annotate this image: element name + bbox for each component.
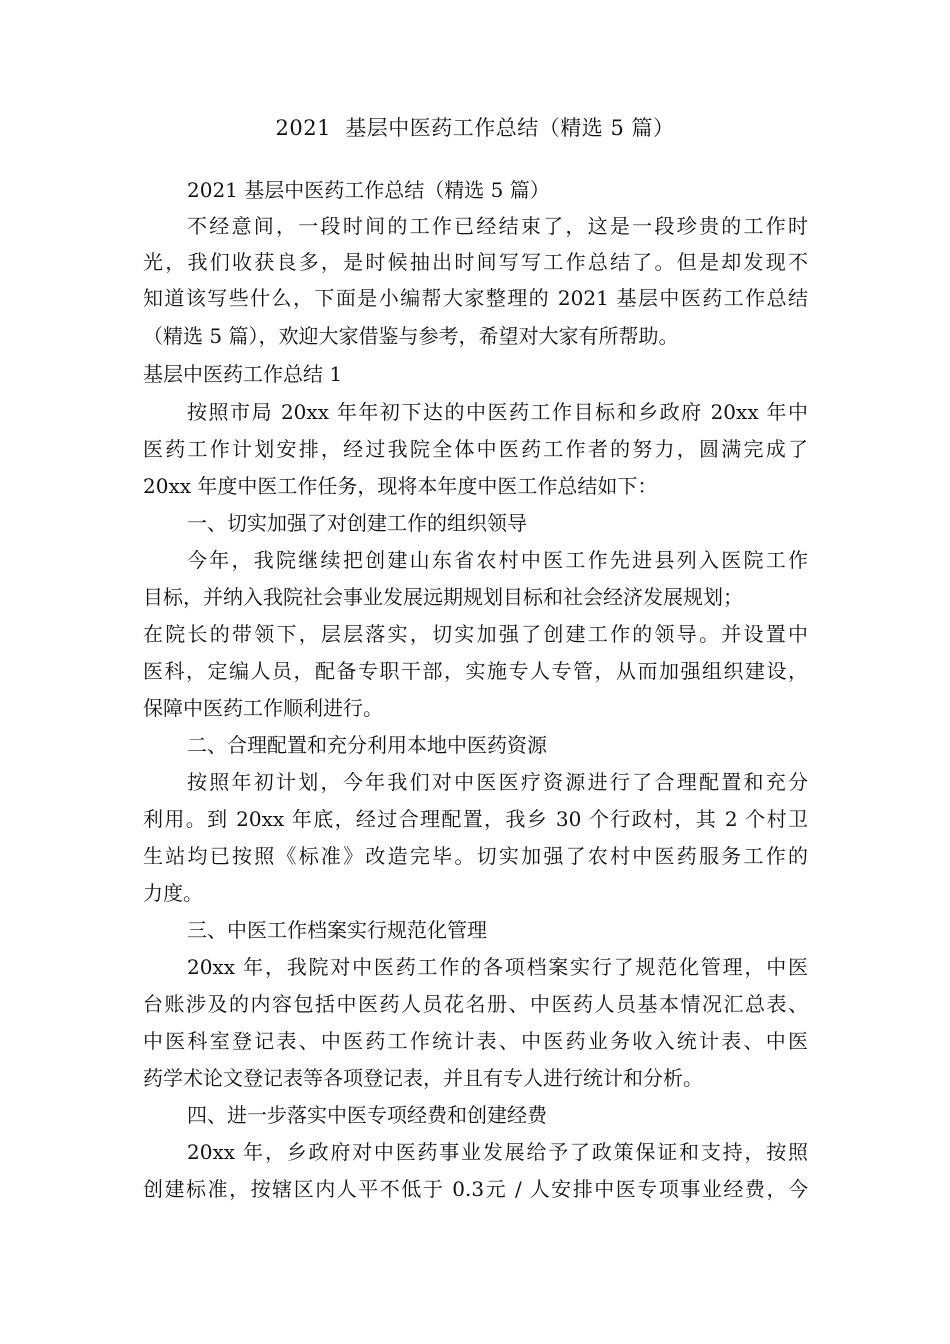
text-line: 按照年初计划，今年我们对中医医疗资源进行了合理配置和充分 [187, 770, 808, 794]
section-heading: 基层中医药工作总结 1 [143, 362, 343, 386]
text-line: 知道该写些什么，下面是小编帮大家整理的 2021 基层中医药工作总结 [143, 286, 808, 310]
text-line: 医科，定编人员，配备专职干部，实施专人专管，从而加强组织建设， [143, 659, 808, 683]
text-line: 光，我们收获良多，是时候抽出时间写写工作总结了。但是却发现不 [143, 250, 808, 274]
subtitle-line: 2021 基层中医药工作总结（精选 5 篇） [187, 178, 550, 202]
text-line: 不经意间，一段时间的工作已经结束了，这是一段珍贵的工作时 [187, 214, 808, 238]
text-line: 药学术论文登记表等各项登记表，并且有专人进行统计和分析。 [143, 1066, 703, 1090]
text-line: （精选 5 篇），欢迎大家借鉴与参考，希望对大家有所帮助。 [143, 324, 679, 348]
text-line: 利用。到 20xx 年底，经过合理配置，我乡 30 个行政村，其 2 个村卫 [143, 807, 808, 831]
text-line: 保障中医药工作顺利进行。 [143, 696, 383, 720]
subsection-heading: 三、中医工作档案实行规范化管理 [187, 918, 487, 942]
text-line: 目标，并纳入我院社会事业发展远期规划目标和社会经济发展规划； [143, 585, 743, 609]
text-line: 创建标准，按辖区内人平不低于 0.3元 / 人安排中医专项事业经费，今 [143, 1177, 808, 1201]
text-line: 20xx 年，我院对中医药工作的各项档案实行了规范化管理，中医 [187, 955, 808, 979]
text-line: 医药工作计划安排，经过我院全体中医药工作者的努力，圆满完成了 [143, 437, 808, 461]
text-line: 在院长的带领下，层层落实，切实加强了创建工作的领导。并设置中 [143, 622, 808, 646]
text-line: 今年，我院继续把创建山东省农村中医工作先进县列入医院工作 [187, 548, 808, 572]
subsection-heading: 一、切实加强了对创建工作的组织领导 [187, 511, 527, 535]
text-line: 生站均已按照《标准》改造完毕。切实加强了农村中医药服务工作的 [143, 844, 808, 868]
document-title: 2021 基层中医药工作总结（精选 5 篇） [275, 116, 675, 140]
text-line: 中医科室登记表、中医药工作统计表、中医药业务收入统计表、中医 [143, 1029, 808, 1053]
subsection-heading: 四、进一步落实中医专项经费和创建经费 [187, 1103, 547, 1127]
text-line: 台账涉及的内容包括中医药人员花名册、中医药人员基本情况汇总表、 [143, 992, 808, 1016]
subsection-heading: 二、合理配置和充分利用本地中医药资源 [187, 733, 547, 757]
text-line: 力度。 [143, 881, 203, 905]
text-line: 20xx 年，乡政府对中医药事业发展给予了政策保证和支持，按照 [187, 1140, 808, 1164]
text-line: 20xx 年度中医工作任务，现将本年度中医工作总结如下： [143, 474, 658, 498]
text-line: 按照市局 20xx 年年初下达的中医药工作目标和乡政府 20xx 年中 [187, 400, 808, 424]
